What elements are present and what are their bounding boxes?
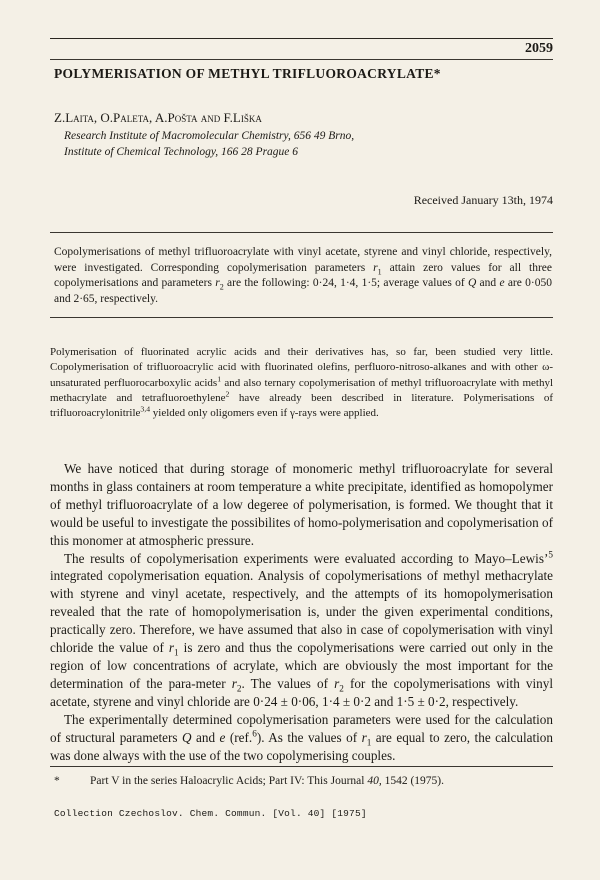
received-date: Received January 13th, 1974 xyxy=(413,193,553,207)
abstract: Copolymerisations of methyl trifluoroacrylate with vinyl acetate, styrene and vinyl chloride, respectively, were investigated. Corresponding copolymerisation parameters $r_1$ attain zero values for all three copolymerisations and parameters $r_2$ are the following: 0·24, 1·4, 1·5; average values of Q and e are 0·050 and 2·65, respectively. xyxy=(54,246,552,305)
author-list: Z.Laita, O.Paleta, A.Pošta and F.Liška xyxy=(54,110,262,125)
paragraph: The results of copolymerisation experiments were evaluated according to Mayo–Lewis’$^5$ integrated copolymerisation equation. Analysis of copolymerisations of methyl methacrylate with styrene and vinyl acetate, respectively, and the attempts of its homopolymerisation revealed that the rate of homopolymerisation is, under the given experimental conditions, practically zero. Therefore, we have assumed that also in case of copolymerisation with vinyl chloride the value of $r_1$ is zero and thus the copolymerisations were carried out only in the region of low concentrations of acrylate, which are obviously the most important for the determination of the para-meter $r_2$. The values of $r_2$ for the copolymerisations with vinyl acetate, styrene and vinyl chloride are 0·24 ± 0·06, 1·4 ± 0·2 and 1·5 ± 0·2, respectively. xyxy=(50,549,553,709)
footnote: * Part V in the series Haloacrylic Acids; Part IV: This Journal 40, 1542 (1975). xyxy=(54,775,445,787)
citation: 5 xyxy=(548,549,553,560)
affiliation-line: Institute of Chemical Technology, 166 28 Prague 6 xyxy=(64,146,299,158)
abstract-bottom-rule xyxy=(50,317,553,318)
footnote-rule xyxy=(50,766,553,767)
footnote-marker: * xyxy=(54,775,60,787)
citation: 3,4 xyxy=(140,404,151,414)
affiliation xyxy=(64,128,544,160)
paragraph: The experimentally determined copolymerisation parameters were used for the calculation of structural parameters Q and e (ref.$^6$). As the values of $r_1$ are equal to zero, the calculation was done always with the use of the two copolymerising couples. xyxy=(50,711,553,763)
header-rule xyxy=(50,59,553,60)
citation: 2 xyxy=(225,389,230,399)
citation: 6 xyxy=(252,728,257,739)
citation: 1 xyxy=(217,373,222,383)
paragraph: We have noticed that during storage of monomeric methyl trifluoroacrylate for several months in glass containers at room temperature a white precipitate, identified as homopolymer of methyl trifluoroacrylate of a low degeree of polymerisation, is formed. We thought that it would be useful to investigate the possibilites of homo-polymerisation and copolymerisation of this monomer at atmospheric pressure. xyxy=(50,461,553,548)
introduction: Polymerisation of fluorinated acrylic acids and their derivatives has, so far, been studied very little. Copolymerisation of trifluoroacrylic acid with fluorinated olefins, perfluoro-nitroso-alkanes and with other ω-unsaturated perfluorocarboxylic acids$^1$ and also ternary copolymerisation of methyl trifluoroacrylate with methyl methacrylate and tetrafluoroethylene$^2$ have already been described in literature. Polymerisations of trifluoroacrylonitrile$^{3,4}$ yielded only oligomers even if γ-rays were applied. xyxy=(50,346,553,420)
body-text xyxy=(50,460,553,764)
affiliation-line: Research Institute of Macromolecular Chemistry, 656 49 Brno, xyxy=(64,130,355,142)
journal-citation: Collection Czechoslov. Chem. Commun. [Vol. 40] [1975] xyxy=(54,808,367,819)
article-title: POLYMERISATION OF METHYL TRIFLUOROACRYLATE* xyxy=(54,66,441,81)
top-rule xyxy=(50,38,553,39)
abstract-top-rule xyxy=(50,232,553,233)
page-number: 2059 xyxy=(525,41,553,56)
